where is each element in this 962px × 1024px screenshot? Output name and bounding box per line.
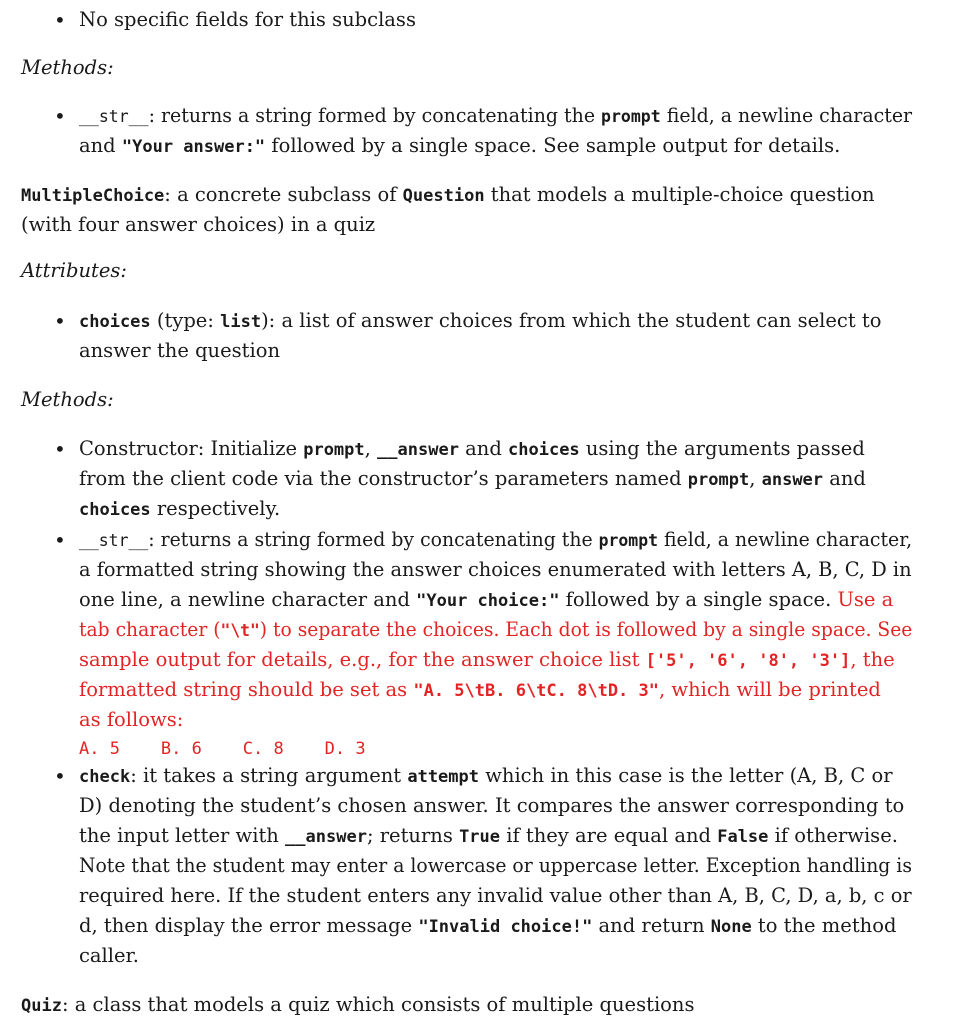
text-line: choices (type: list): a list of answer choices from which the student can select to — [79, 309, 882, 332]
text-line: check: it takes a string argument attempt which in this case is the letter (A, B, C or — [79, 764, 893, 787]
section-heading-methods: Methods: — [21, 388, 114, 411]
class-heading-multiplechoice: MultipleChoice: a concrete subclass of Question that models a multiple-choice question — [21, 183, 875, 206]
section-heading-methods: Methods: — [21, 56, 114, 79]
class-heading-quiz: Quiz: a class that models a quiz which consists of multiple questions — [21, 993, 695, 1016]
highlighted-text-line: tab character ("\t") to separate the choices. Each dot is followed by a single space. See — [79, 618, 913, 641]
bullet: • — [54, 8, 66, 32]
text-line: Constructor: Initialize prompt, __answer and choices using the arguments passed — [79, 437, 865, 460]
text-line: D) denoting the student’s chosen answer. It compares the answer corresponding to — [79, 794, 905, 817]
text-line: a formatted string showing the answer choices enumerated with letters A, B, C, D in — [79, 558, 912, 581]
text-line: answer the question — [79, 339, 281, 362]
bullet: • — [54, 528, 66, 552]
highlighted-text-line: formatted string should be set as "A. 5\tB. 6\tC. 8\tD. 3", which will be printed — [79, 678, 881, 701]
highlighted-text-line: as follows: — [79, 708, 184, 731]
text-line: d, then display the error message "Invalid choice!" and return None to the method — [79, 914, 897, 937]
text-line: from the client code via the constructor’s parameters named prompt, answer and — [79, 467, 866, 490]
text-line: and "Your answer:" followed by a single space. See sample output for details. — [79, 134, 841, 157]
bullet: • — [54, 104, 66, 128]
sample-output-line: A. 5 B. 6 C. 8 D. 3 — [79, 739, 366, 759]
text-line: __str__: returns a string formed by concatenating the prompt field, a newline character — [79, 104, 913, 127]
text-line: __str__: returns a string formed by concatenating the prompt field, a newline character, — [79, 528, 913, 551]
text-line: Note that the student may enter a lowercase or uppercase letter. Exception handling is — [79, 854, 912, 877]
text-line: No specific fields for this subclass — [79, 8, 416, 31]
text-line: (with four answer choices) in a quiz — [21, 213, 376, 236]
bullet: • — [54, 309, 66, 333]
bullet: • — [54, 437, 66, 461]
text-line: one line, a newline character and "Your choice:" followed by a single space. Use a — [79, 588, 894, 611]
text-line: caller. — [79, 944, 139, 967]
text-line: choices respectively. — [79, 497, 281, 520]
bullet: • — [54, 764, 66, 788]
text-line: required here. If the student enters any invalid value other than A, B, C, D, a, b, c or — [79, 884, 912, 907]
text-line: the input letter with __answer; returns True if they are equal and False if otherwise. — [79, 824, 898, 847]
highlighted-text-line: sample output for details, e.g., for the answer choice list ['5', '6', '8', '3'], the — [79, 648, 895, 671]
section-heading-attributes: Attributes: — [21, 259, 127, 282]
